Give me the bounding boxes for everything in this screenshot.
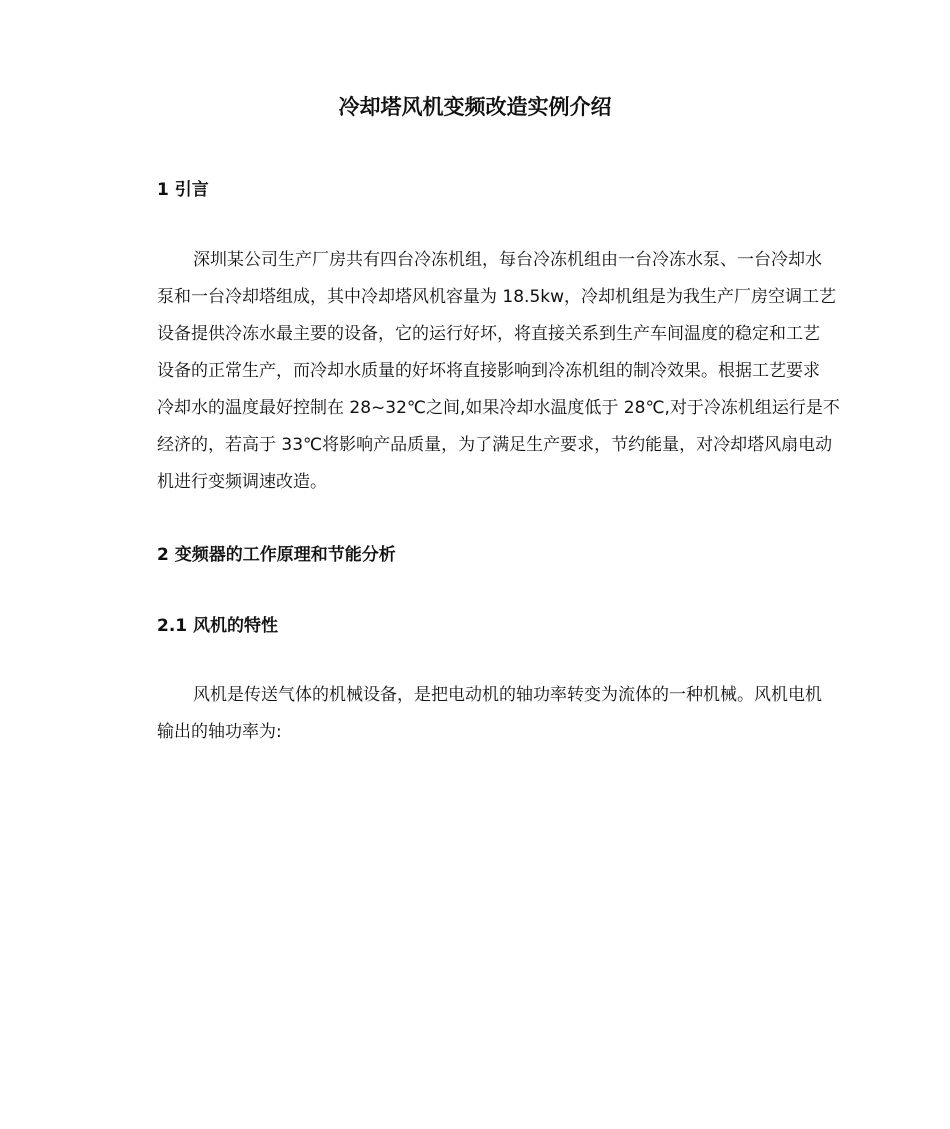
fan-characteristics-paragraph bbox=[121, 677, 833, 751]
paragraph-line: 风机是传送气体的机械设备，是把电动机的轴功率转变为流体的一种机械。风机电机 bbox=[193, 685, 822, 705]
document-title: 冷却塔风机变频改造实例介绍 bbox=[338, 95, 612, 119]
section-heading-principle: 2 变频器的工作原理和节能分析 bbox=[157, 545, 396, 565]
section-heading-introduction: 1 引言 bbox=[157, 180, 209, 200]
paragraph-line: 设备提供冷冻水最主要的设备，它的运行好坏，将直接关系到生产车间温度的稳定和工艺 bbox=[157, 324, 820, 344]
paragraph-line: 输出的轴功率为: bbox=[157, 722, 282, 742]
paragraph-line: 冷却水的温度最好控制在 28~32℃之间,如果冷却水温度低于 28℃,对于冷冻机组运行是不 bbox=[157, 398, 840, 418]
paragraph-line: 机进行变频调速改造。 bbox=[157, 472, 327, 492]
subsection-heading-fan-characteristics: 2.1 风机的特性 bbox=[157, 616, 279, 636]
paragraph-line: 深圳某公司生产厂房共有四台冷冻机组，每台冷冻机组由一台冷冻水泵、一台冷却水 bbox=[193, 250, 822, 270]
introduction-paragraph bbox=[121, 242, 840, 501]
paragraph-line: 设备的正常生产，而冷却水质量的好坏将直接影响到冷冻机组的制冷效果。根据工艺要求 bbox=[157, 361, 820, 381]
paragraph-line: 经济的，若高于 33℃将影响产品质量，为了满足生产要求，节约能量，对冷却塔风扇电动 bbox=[157, 435, 833, 455]
paragraph-line: 泵和一台冷却塔组成，其中冷却塔风机容量为 18.5kw，冷却机组是为我生产厂房空调工艺 bbox=[157, 287, 837, 307]
